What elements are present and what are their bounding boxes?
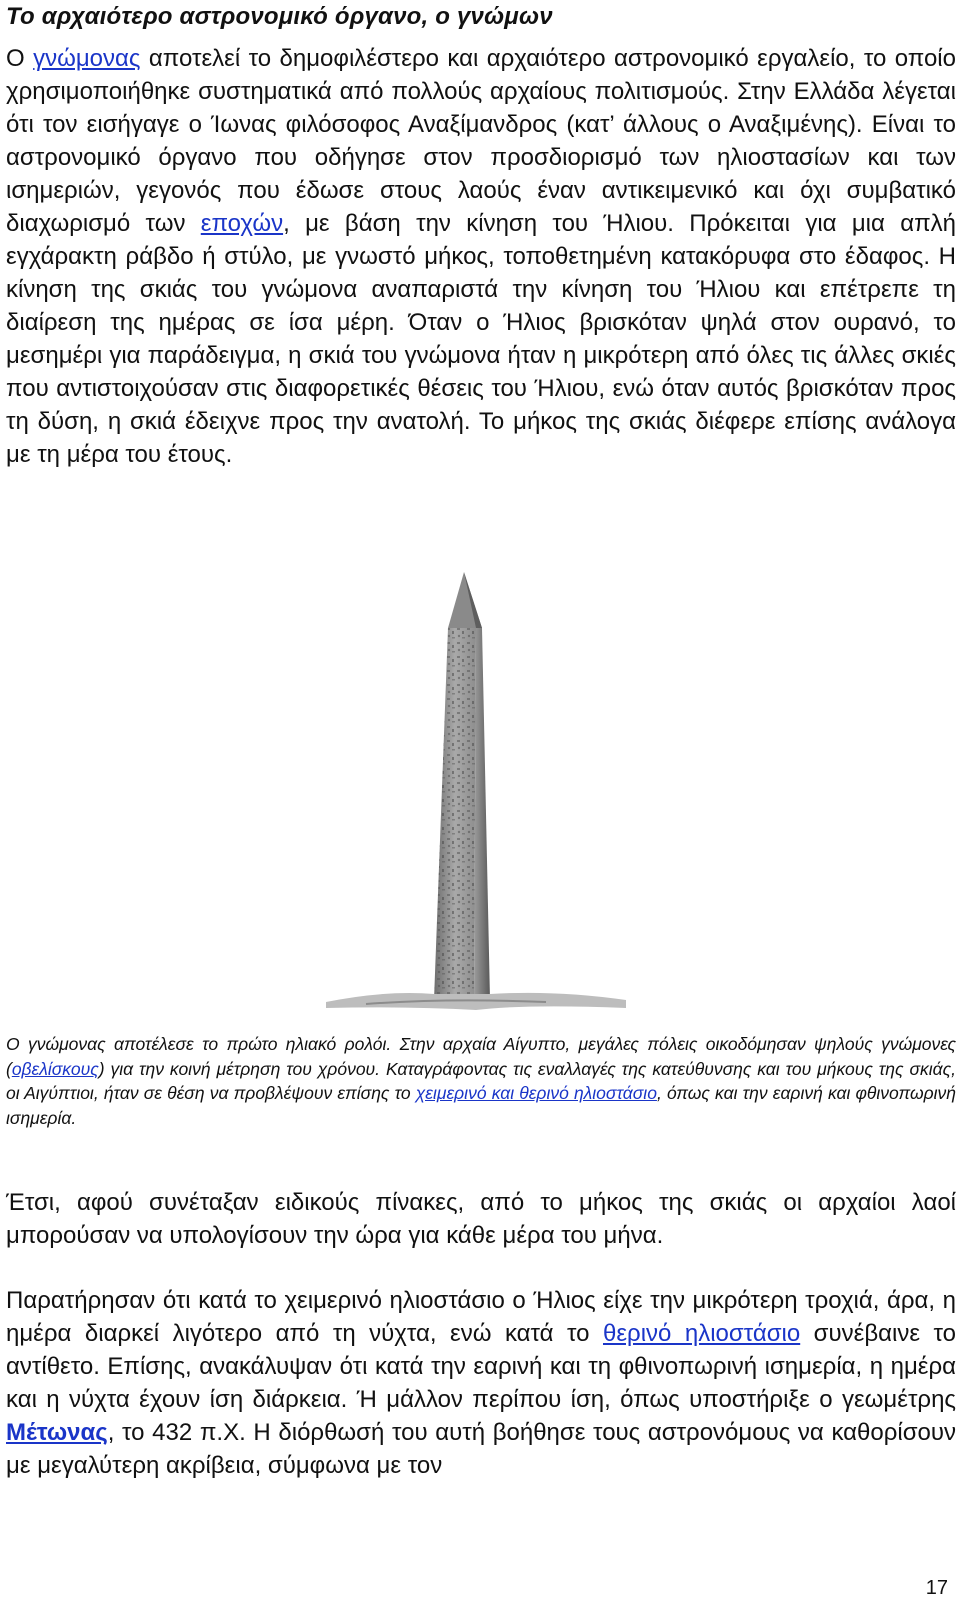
- intro-text-1: Ο: [6, 45, 34, 72]
- obelisk-image: [326, 570, 646, 1030]
- caption-text-2: ) για την κοινή μέτρηση του χρόνου. Καταγράφοντας τις εναλλαγές της κατεύθυνσης και του μήκους της σκιάς, οι Αιγύπτιοι, ήταν σε θέση να προβλέψουν επίσης το: [6, 1058, 956, 1103]
- paragraph-observations: [6, 1284, 956, 1482]
- intro-text-2: αποτελεί το δημοφιλέστερο και αρχαιότερο αστρονομικό εργαλείο, το οποίο χρησιμοποιήθηκε συστηματικά από πολλούς αρχαίους πολιτισμούς. Στην Ελλάδα λέγεται ότι τον εισήγαγε ο Ίωνας φιλόσοφος Αναξίμανδρος (κατ’ άλλους ο Αναξιμένης). Είναι το αστρονομικό όργανο που οδήγησε στον προσδιορισμό των ηλιοστασίων και των ισημεριών, γεγονός που έδωσε στους λαούς έναν αντικειμενικό και όχι συμβατικό διαχωρισμό των: [6, 45, 956, 237]
- page-number: 17: [925, 1577, 948, 1599]
- para3-text-3: , το 432 π.Χ. Η διόρθωσή του αυτή βοήθησε τους αστρονόμους να καθορίσουν με μεγαλύτερη ακρίβεια, σύμφωνα με τον: [6, 1419, 956, 1479]
- para3-text-2: συνέβαινε το αντίθετο. Επίσης, ανακάλυψαν ότι κατά την εαρινή και τη φθινοπωρινή ισημερία, η ημέρα και η νύχτα έχουν ίση διάρκεια. Ή μάλλον περίπου ίση, όπως υποστήριξε ο γεωμέτρης: [6, 1320, 956, 1413]
- intro-paragraph: [6, 42, 956, 471]
- paragraph-tables: Έτσι, αφού συνέταξαν ειδικούς πίνακες, από το μήκος της σκιάς οι αρχαίοι λαοί μπορούσαν να υπολογίσουν την ώρα για κάθε μέρα του μήνα.: [6, 1189, 956, 1249]
- caption-text-1: Ο γνώμονας αποτέλεσε το πρώτο ηλιακό ρολόι. Στην αρχαία Αίγυπτο, μεγάλες πόλεις οικοδόμησαν ψηλούς γνώμονες (: [6, 1034, 956, 1079]
- meton-link[interactable]: Μέτωνας: [6, 1419, 108, 1446]
- para3-text-1: Παρατήρησαν ότι κατά το χειμερινό ηλιοστάσιο ο Ήλιος είχε την μικρότερη τροχιά, άρα, η ημέρα διαρκεί λιγότερο από τη νύχτα, ενώ κατά το: [6, 1287, 956, 1347]
- summer-solstice-link[interactable]: θερινό ηλιοστάσιο: [603, 1320, 801, 1347]
- intro-text-3: , με βάση την κίνηση του Ήλιου. Πρόκειται για μια απλή εγχάρακτη ράβδο ή στύλο, με γνωστό μήκος, τοποθετημένη κατακόρυφα στο έδαφος. Η κίνηση της σκιάς του γνώμονα αναπαριστά την κίνηση του Ήλιου και επέτρεπε τη διαίρεση της ημέρας σε ίσα μέρη. Όταν ο Ήλιος βρισκόταν ψηλά στον ουρανό, το μεσημέρι για παράδειγμα, η σκιά του γνώμονα ήταν η μικρότερη από όλες τις άλλες σκιές που αντιστοιχούσαν στις διαφορετικές θέσεις του Ήλιου, ενώ όταν αυτός βρισκόταν προς τη δύση, η σκιά έδειχνε προς την ανατολή. Το μήκος της σκιάς διέφερε επίσης ανάλογα με τη μέρα του έτους.: [6, 210, 956, 468]
- seasons-link[interactable]: εποχών: [200, 210, 284, 237]
- caption-text-3: , όπως και την εαρινή και φθινοπωρινή ισημερία.: [6, 1083, 957, 1128]
- figure-caption: [6, 1032, 956, 1130]
- page-title: Το αρχαιότερο αστρονομικό όργανο, ο γνώμων: [6, 3, 553, 30]
- obelisks-link[interactable]: οβελίσκους: [11, 1058, 99, 1079]
- gnomon-link[interactable]: γνώμονας: [33, 45, 141, 72]
- solstice-link[interactable]: χειμερινό και θερινό ηλιοστάσιο: [415, 1083, 657, 1103]
